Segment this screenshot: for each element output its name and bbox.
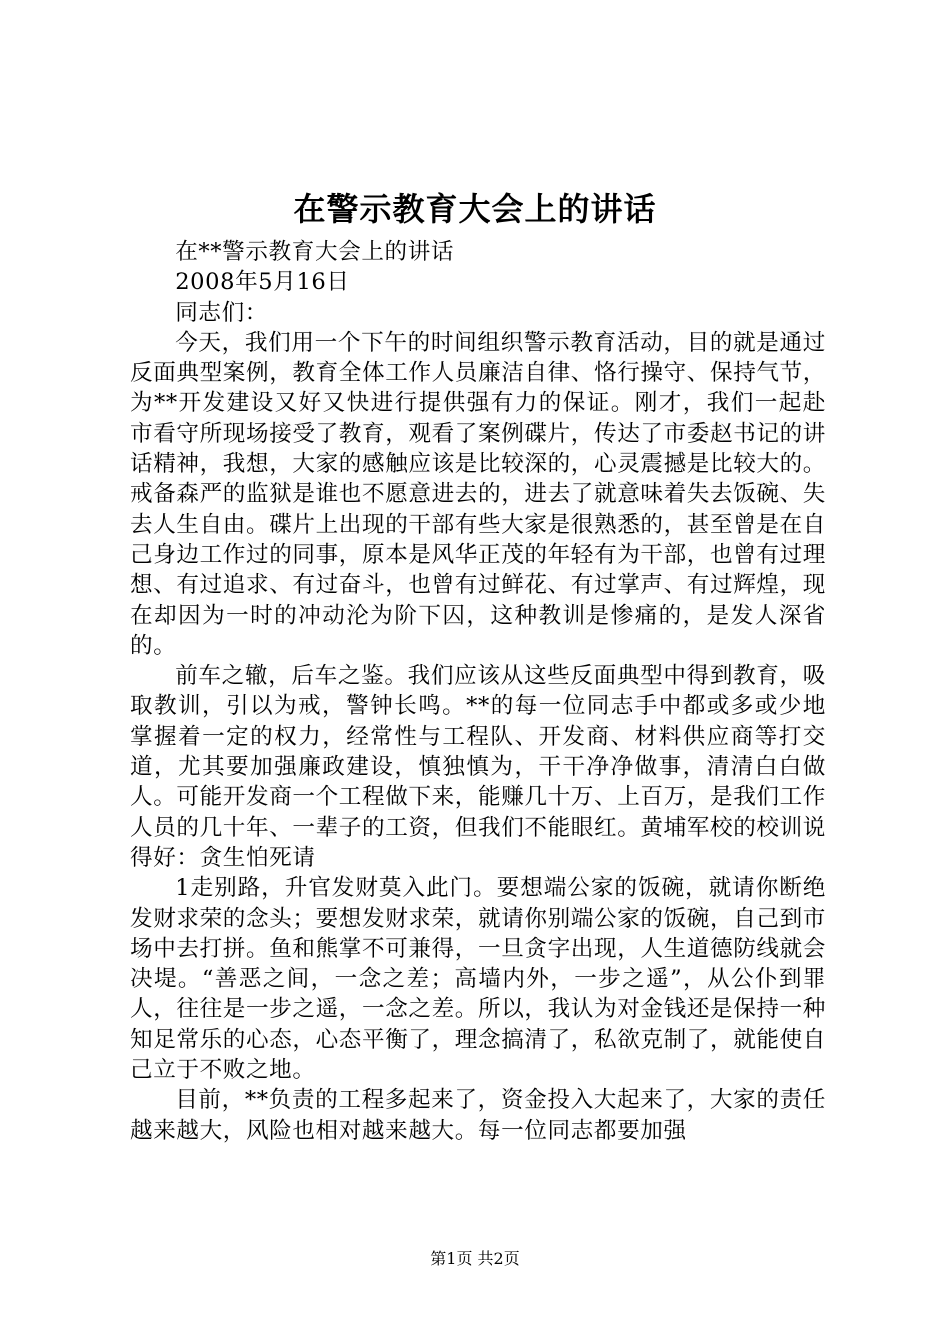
paragraph-1: 今天，我们用一个下午的时间组织警示教育活动，目的就是通过反面典型案例，教育全体工作人员廉洁自律、恪行操守、保持气节，为**开发建设又好又快进行提供强有力的保证。刚才，我们一起赴市看守所现场接受了教育，观看了案例碟片，传达了市委赵书记的讲话精神，我想，大家的感触应该是比较深的，心灵震撼是比较大的。戒备森严的监狱是谁也不愿意进去的，进去了就意味着失去饭碗、失去人生自由。碟片上出现的干部有些大家是很熟悉的，甚至曾是在自己身边工作过的同事，原本是风华正茂的年轻有为干部，也曾有过理想、有过追求、有过奋斗，也曾有过鲜花、有过掌声、有过辉煌，现在却因为一时的冲动沦为阶下囚，这种教训是惨痛的，是发人深省的。 xyxy=(130,329,826,659)
speech-subtitle: 在**警示教育大会上的讲话 xyxy=(175,239,455,265)
page-number-footer: 第1页 共2页 xyxy=(430,1249,520,1268)
paragraph-2: 前车之辙，后车之鉴。我们应该从这些反面典型中得到教育，吸取教训，引以为戒，警钟长鸣。**的每一位同志手中都或多或少地掌握着一定的权力，经常性与工程队、开发商、材料供应商等打交道，尤其要加强廉政建设，慎独慎为，干干净净做事，清清白白做人。可能开发商一个工程做下来，能赚几十万、上百万，是我们工作人员的几十年、一辈子的工资，但我们不能眼红。黄埔军校的校训说得好：贪生怕死请 xyxy=(130,663,826,871)
document-body xyxy=(130,237,826,1146)
salutation: 同志们： xyxy=(175,299,268,326)
page-title: 在警示教育大会上的讲话 xyxy=(293,190,657,228)
paragraph-4: 目前，**负责的工程多起来了，资金投入大起来了，大家的责任越来越大，风险也相对越来越大。每一位同志都要加强 xyxy=(130,1087,826,1144)
paragraph-3: 1走别路，升官发财莫入此门。要想端公家的饭碗，就请你断绝发财求荣的念头；要想发财求荣，就请你别端公家的饭碗，自己到市场中去打拼。鱼和熊掌不可兼得，一旦贪字出现，人生道德防线就会决堤。“善恶之间，一念之差；高墙内外，一步之遥”，从公仆到罪人，往往是一步之遥，一念之差。所以，我认为对金钱还是保持一种知足常乐的心态，心态平衡了，理念搞清了，私欲克制了，就能使自己立于不败之地。 xyxy=(130,875,826,1084)
speech-date: 2008年5月16日 xyxy=(175,269,350,296)
